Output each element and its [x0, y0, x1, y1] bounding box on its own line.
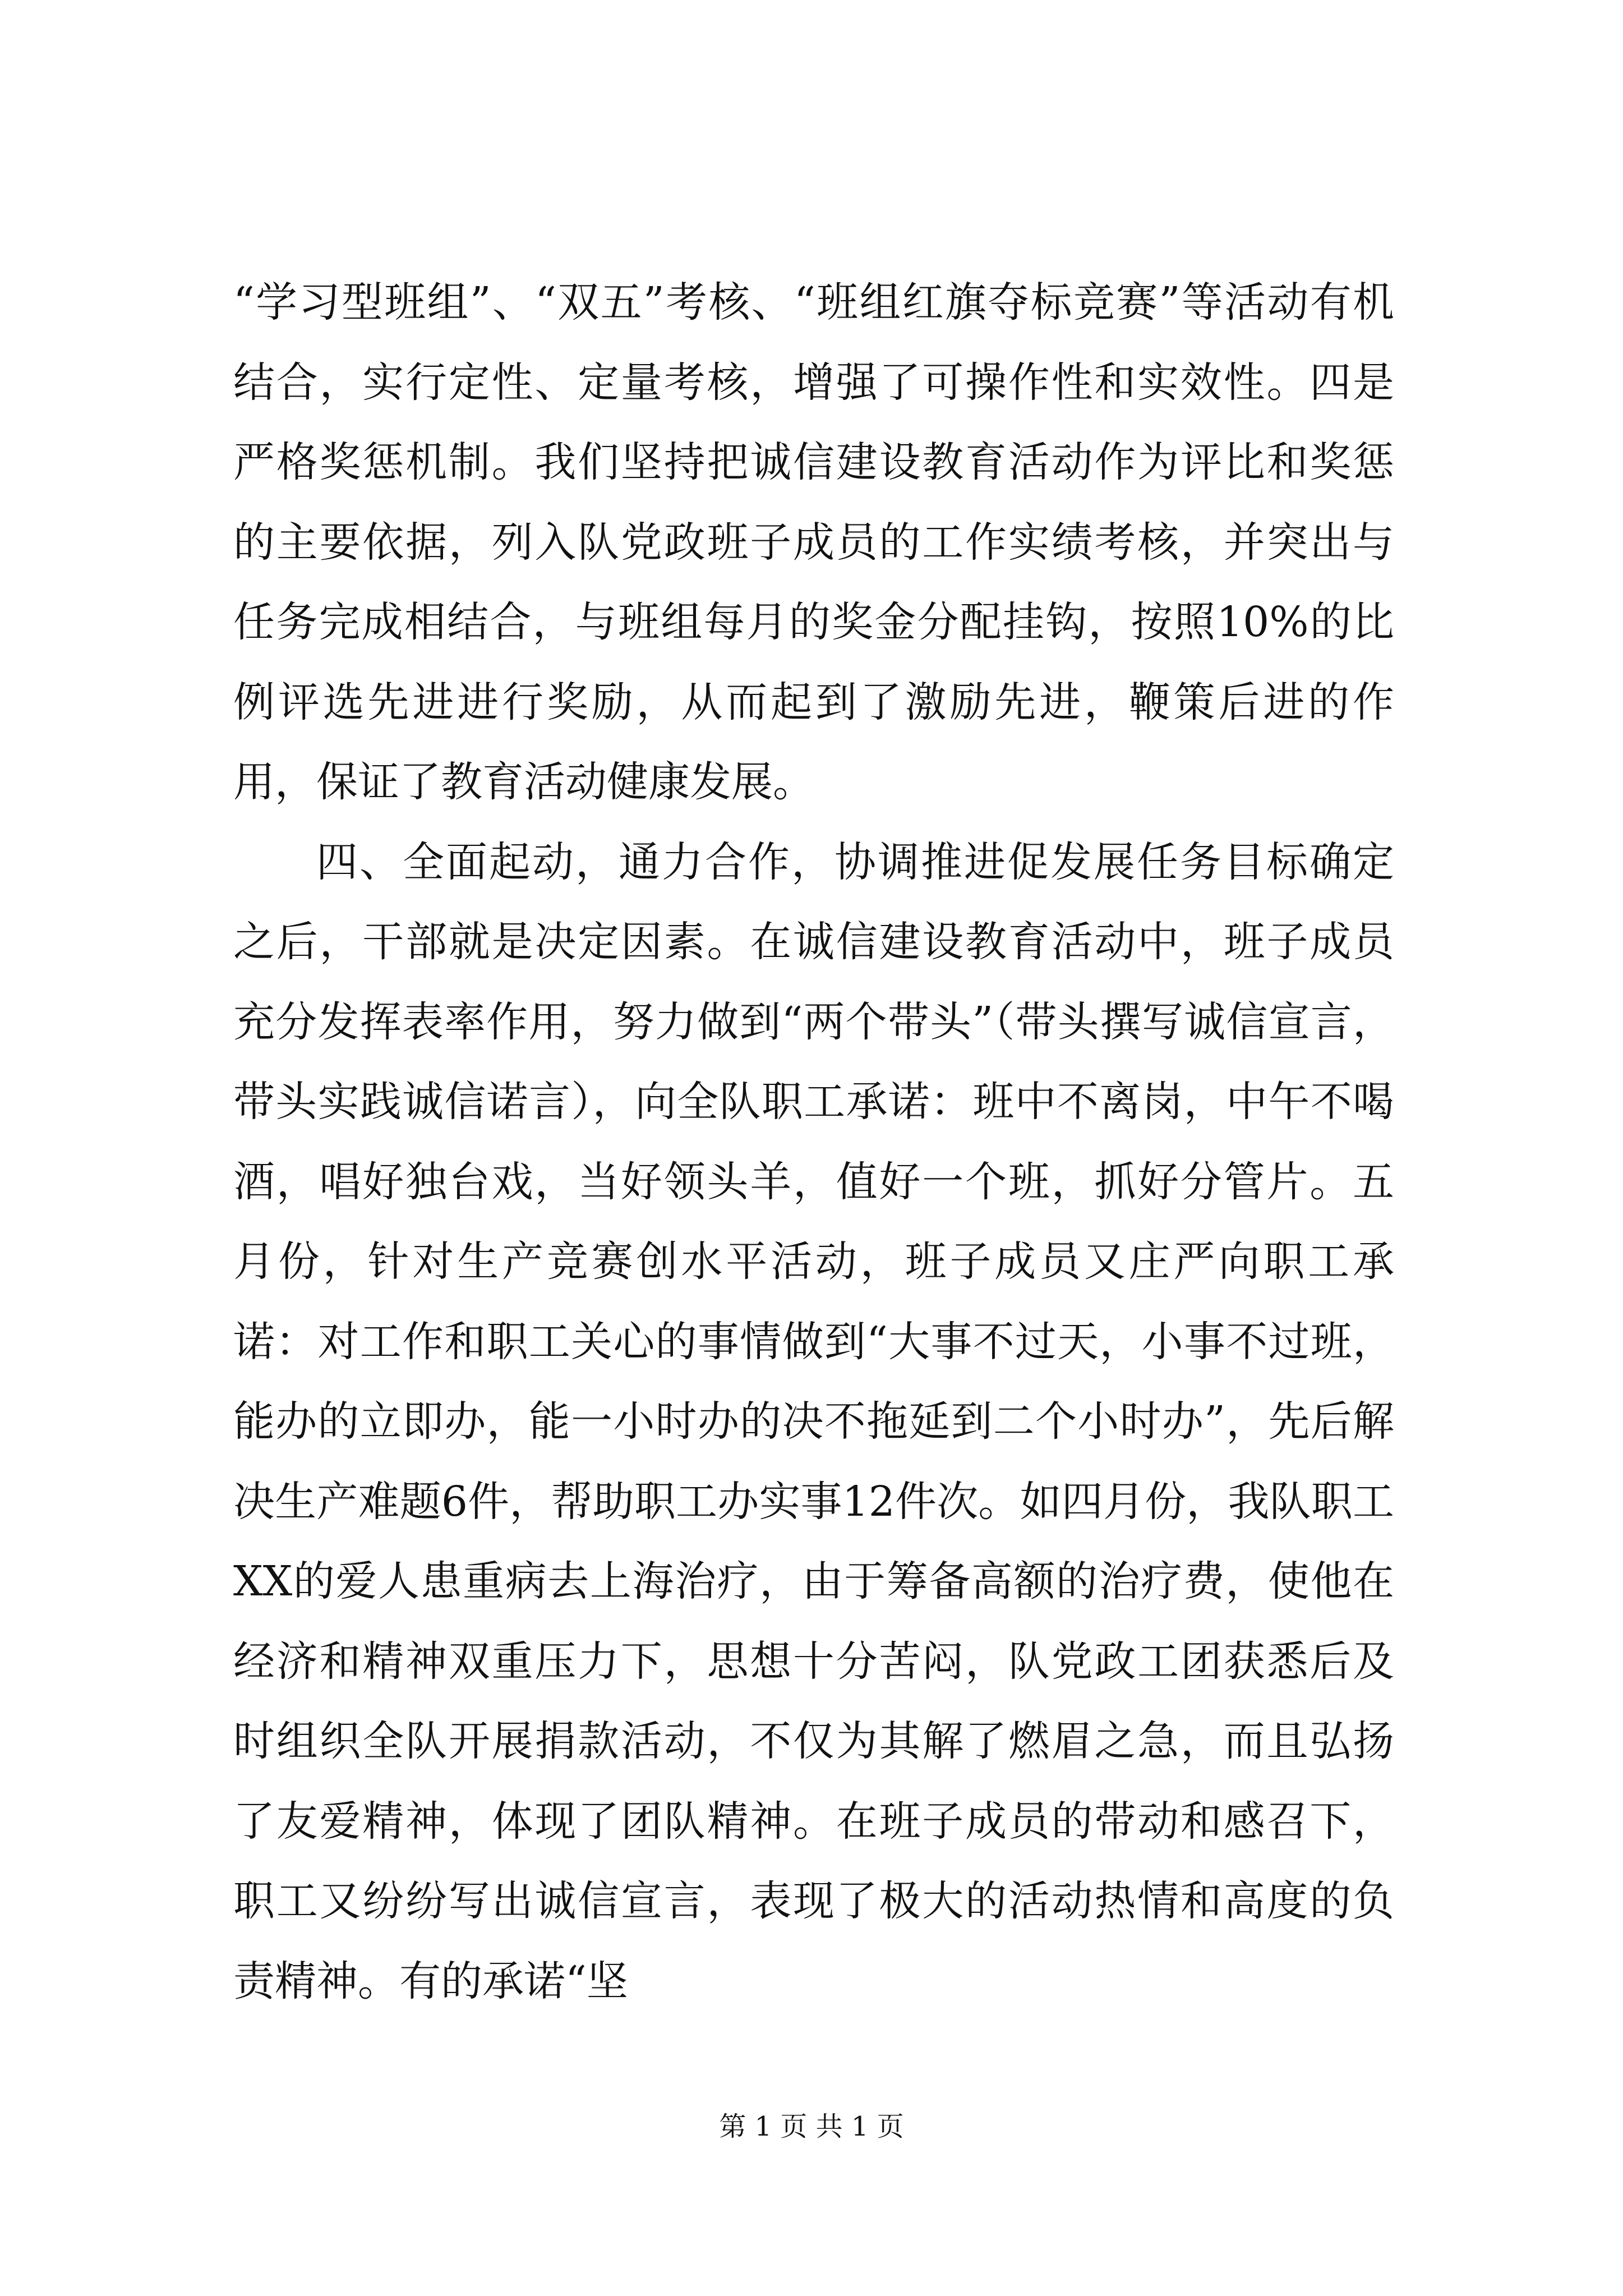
paragraph-2: 四、全面起动，通力合作，协调推进促发展任务目标确定之后，干部就是决定因素。在诚信建设教育活动中，班子成员充分发挥表率作用，努力做到“两个带头”（带头撰写诚信宣言，带头实践诚信诺言），向全队职工承诺：班中不离岗，中午不喝酒，唱好独台戏，当好领头羊，值好一个班，抓好分管片。五月份，针对生产竞赛创水平活动，班子成员又庄严向职工承诺：对工作和职工关心的事情做到“大事不过天，小事不过班，能办的立即办，能一小时办的决不拖延到二个小时办”，先后解决生产难题6件，帮助职工办实事12件次。如四月份，我队职工XX的爱人患重病去上海治疗，由于筹备高额的治疗费，使他在经济和精神双重压力下，思想十分苦闷，队党政工团获悉后及时组织全队开展捐款活动，不仅为其解了燃眉之急，而且弘扬了友爱精神，体现了团队精神。在班子成员的带动和感召下，职工又纷纷写出诚信宣言，表现了极大的活动热情和高度的负责精神。有的承诺“坚 — [233, 838, 1394, 2005]
paragraph-1: “学习型班组”、“双五”考核、“班组红旗夺标竞赛”等活动有机结合，实行定性、定量考核，增强了可操作性和实效性。四是严格奖惩机制。我们坚持把诚信建设教育活动作为评比和奖惩的主要依据，列入队党政班子成员的工作实绩考核，并突出与任务完成相结合，与班组每月的奖金分配挂钩，按照10%的比例评选先进进行奖励，从而起到了激励先进，鞭策后进的作用，保证了教育活动健康发展。 — [233, 278, 1394, 806]
document-body — [233, 263, 1394, 2021]
page-number-footer: 第 1 页 共 1 页 — [719, 2111, 904, 2142]
